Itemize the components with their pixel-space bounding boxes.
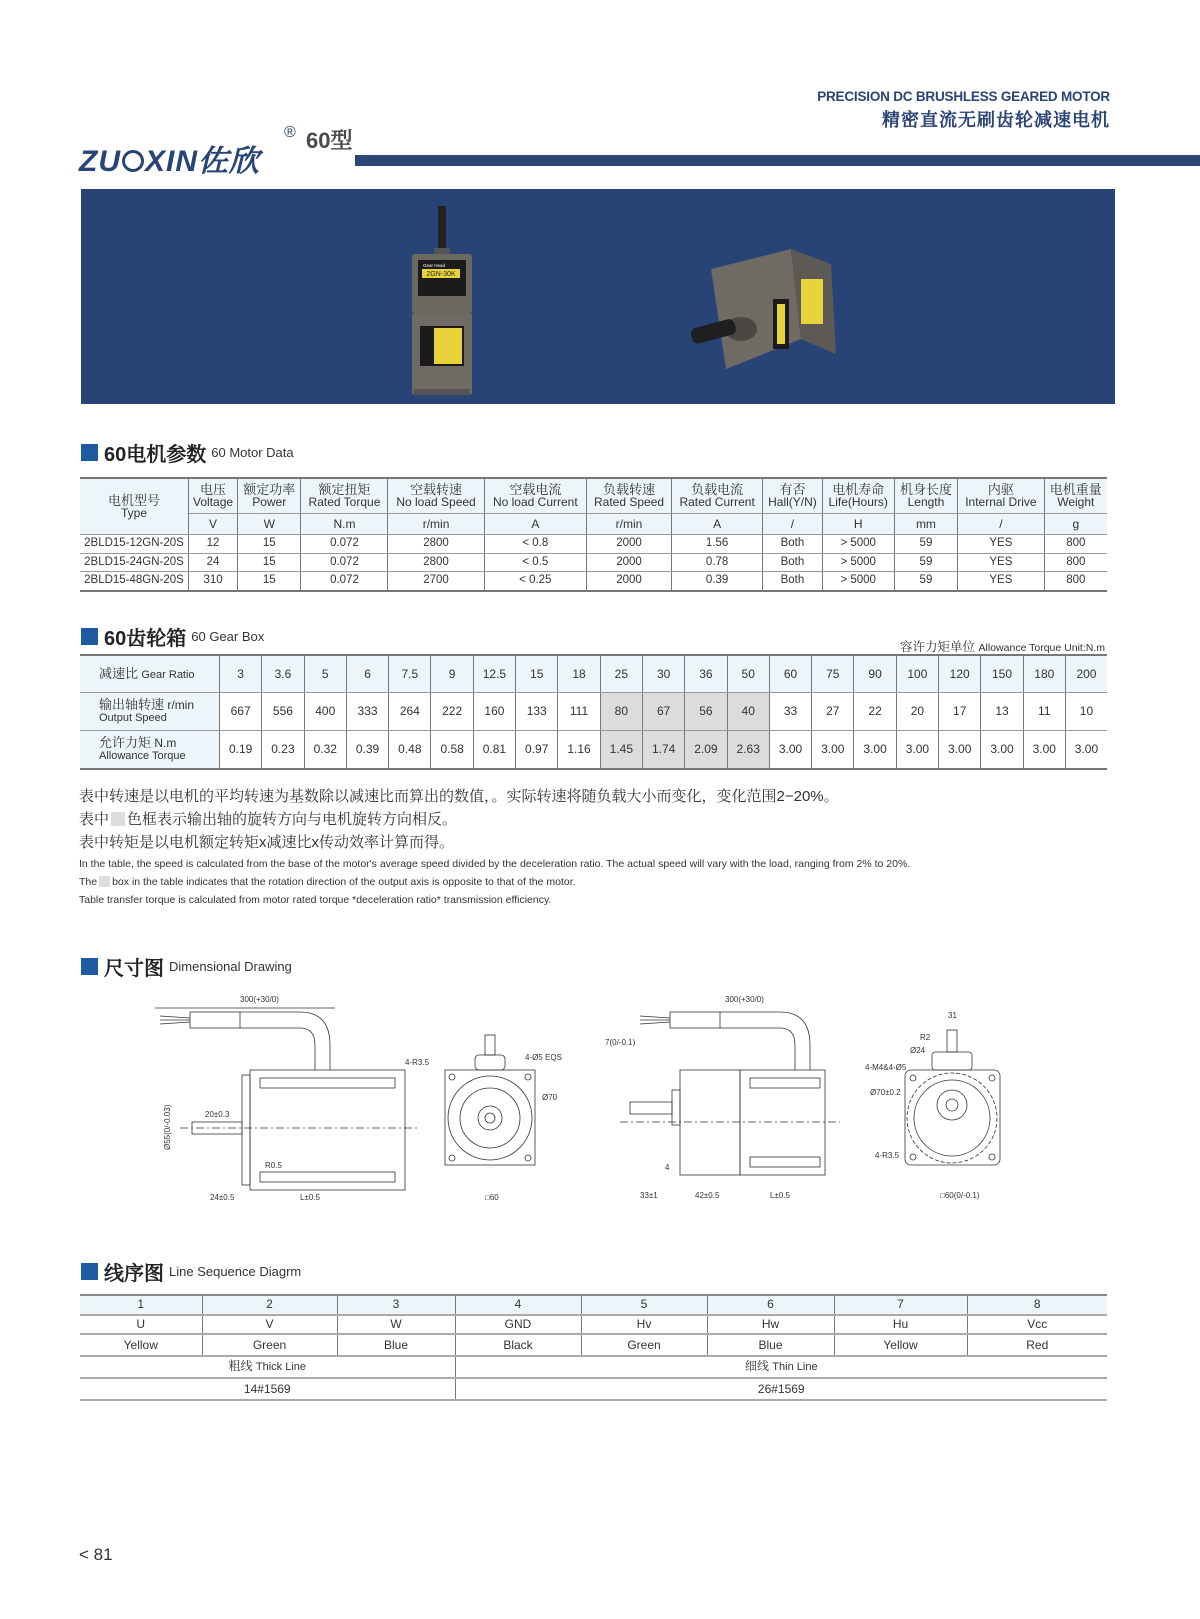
cell: < 0.5 [484,553,586,572]
svg-text:4-M4&4-Ø5: 4-M4&4-Ø5 [865,1063,907,1072]
header-cell: 机身长度 Length [894,478,957,514]
thick-line-label: 粗线 Thick Line [80,1356,455,1378]
unit-cell: r/min [388,514,484,535]
cell: YES [958,572,1045,591]
cell: 30 [642,655,684,693]
cell: 0.78 [671,553,762,572]
allowance-torque-row [80,731,1107,770]
cell: 264 [389,693,431,731]
section-marker-icon [81,958,98,975]
cell: 2BLD15-12GN-20S [80,535,189,554]
cell: 59 [894,572,957,591]
unit-cell: V [189,514,238,535]
unit-cell: A [484,514,586,535]
cell: 2700 [388,572,484,591]
cell: 800 [1044,553,1107,572]
cell: 0.19 [220,731,262,770]
section-heading-dimensional-drawing [81,952,292,981]
svg-text:24±0.5: 24±0.5 [210,1193,235,1202]
cell: 0.48 [389,731,431,770]
cell: 15 [238,553,301,572]
logo-text-left: ZU [79,145,121,178]
unit-cell: / [763,514,822,535]
cell: 67 [642,693,684,731]
cell: 310 [189,572,238,591]
svg-text:R0.5: R0.5 [265,1161,282,1170]
header-cell: 额定功率 Power [238,478,301,514]
shaded-box-icon [111,812,125,826]
cell: 3.6 [262,655,304,693]
header-cell: 电机寿命 Life(Hours) [822,478,894,514]
header-cell: 空载转速 No load Speed [388,478,484,514]
cell: 2 [202,1295,337,1315]
section-heading-gear-box [81,622,264,651]
cell: 59 [894,535,957,554]
header-cell: 电机重量 Weight [1044,478,1107,514]
svg-text:33±1: 33±1 [640,1191,658,1200]
motor-data-table [80,477,1107,592]
cell: 56 [685,693,727,731]
cell: 120 [939,655,981,693]
cell: < 0.25 [484,572,586,591]
cell: 800 [1044,572,1107,591]
logo-text-right: XIN佐欣 [145,145,261,178]
section-marker-icon [81,1263,98,1280]
note-cn-2: 表中 色框表示输出轴的旋转方向与电机旋转方向相反。 [79,811,458,828]
line-sequence-table [80,1294,1107,1401]
header-cell: 额定扭矩 Rated Torque [301,478,388,514]
cell: 556 [262,693,304,731]
cell: 800 [1044,535,1107,554]
product-banner [81,189,1115,404]
cell: 12 [189,535,238,554]
cell: 0.81 [473,731,515,770]
header-cell: 内驱 Internal Drive [958,478,1045,514]
thick-line-spec: 14#1569 [80,1378,455,1400]
cell: 2800 [388,553,484,572]
section-heading-motor-data [81,438,294,467]
cell: 150 [981,655,1023,693]
section-heading-line-sequence [81,1257,301,1286]
cell: 0.072 [301,535,388,554]
output-speed-row [80,693,1107,731]
cell: 1.16 [558,731,600,770]
svg-text:Ø24: Ø24 [910,1046,926,1055]
cell: 2.63 [727,731,769,770]
cell: 33 [769,693,811,731]
svg-text:7(0/-0.1): 7(0/-0.1) [605,1038,636,1047]
heading-cn: 60电机参数 [104,444,207,466]
cell: 36 [685,655,727,693]
unit-cell: r/min [587,514,672,535]
side-view-geared-motor [605,995,840,1200]
cell: 3.00 [1065,731,1107,770]
thin-line-spec: 26#1569 [455,1378,1107,1400]
svg-text:300(+30/0): 300(+30/0) [240,995,279,1004]
header-divider-bar [355,155,1200,166]
shaded-box-icon [99,876,110,887]
cell: YES [958,553,1045,572]
cell: U [80,1315,202,1335]
cell: 75 [812,655,854,693]
cell: 2.09 [685,731,727,770]
cell: 4 [455,1295,581,1315]
gear-box-table [80,654,1107,770]
cell: 2BLD15-24GN-20S [80,553,189,572]
signal-row [80,1315,1107,1335]
note-en-2: The box in the table indicates that the rotation direction of the output axis is opposite to that of the motor. [79,876,576,888]
cell: 111 [558,693,600,731]
cell: 25 [600,655,642,693]
svg-text:20±0.3: 20±0.3 [205,1110,230,1119]
cell: 27 [812,693,854,731]
cell: 15 [238,572,301,591]
table-row [80,553,1107,572]
svg-text:L±0.5: L±0.5 [770,1191,790,1200]
cell: 1.45 [600,731,642,770]
cell: 24 [189,553,238,572]
cell: Both [763,553,822,572]
cell: 20 [896,693,938,731]
heading-cn: 60齿轮箱 [104,628,187,650]
svg-text:Ø70: Ø70 [542,1093,558,1102]
svg-text:42±0.5: 42±0.5 [695,1191,720,1200]
dimensional-drawing [150,990,1110,1205]
cell: YES [958,535,1045,554]
cell: 15 [516,655,558,693]
cell: 7 [834,1295,967,1315]
model-label: 60型 [306,128,353,153]
note-cn-3: 表中转矩是以电机额定转矩x减速比x传动效率计算而得。 [79,834,455,851]
cell: > 5000 [822,572,894,591]
cell: 11 [1023,693,1065,731]
cell: 0.97 [516,731,558,770]
front-view-geared-motor [865,1011,1000,1200]
svg-text:R2: R2 [920,1033,931,1042]
unit-cell: / [958,514,1045,535]
svg-text:2GN-30K: 2GN-30K [426,271,456,278]
cell: V [202,1315,337,1335]
page-number: < 81 [79,1545,113,1564]
front-view-motor [405,1035,562,1202]
cell: 1.56 [671,535,762,554]
cell: 0.072 [301,572,388,591]
svg-text:4-R3.5: 4-R3.5 [875,1151,900,1160]
registered-mark: ® [284,124,296,141]
motor-angled-image [671,244,871,384]
cell: 667 [220,693,262,731]
color-row [80,1334,1107,1356]
section-marker-icon [81,444,98,461]
cell: 333 [346,693,388,731]
cell: > 5000 [822,553,894,572]
cell: 60 [769,655,811,693]
cell: 2800 [388,535,484,554]
header-title-en: PRECISION DC BRUSHLESS GEARED MOTOR [817,89,1110,104]
svg-text:4-Ø5 EQS: 4-Ø5 EQS [525,1053,562,1062]
brand-logo [79,136,260,180]
cell: 22 [854,693,896,731]
svg-text:Ø55(0/-0.03): Ø55(0/-0.03) [163,1104,172,1150]
cell: 3.00 [1023,731,1065,770]
svg-text:Ø70±0.2: Ø70±0.2 [870,1088,901,1097]
cell: 15 [238,535,301,554]
unit-cell: W [238,514,301,535]
heading-en: 60 Gear Box [191,629,265,644]
cell: 40 [727,693,769,731]
unit-cell: A [671,514,762,535]
table-header-row [80,478,1107,514]
svg-text:4-R3.5: 4-R3.5 [405,1058,430,1067]
cell: 90 [854,655,896,693]
heading-en: Line Sequence Diagrm [169,1264,302,1279]
cell: 50 [727,655,769,693]
heading-en: 60 Motor Data [211,445,294,460]
cell: 2BLD15-48GN-20S [80,572,189,591]
row-label: 允许力矩 N.m Allowance Torque [80,731,220,770]
header-cell: 电压 Voltage [189,478,238,514]
unit-cell: mm [894,514,957,535]
svg-text:31: 31 [948,1011,957,1020]
cell: 8 [967,1295,1107,1315]
cell: 2000 [587,553,672,572]
cell: 6 [346,655,388,693]
cell: 3.00 [896,731,938,770]
unit-cell: H [822,514,894,535]
table-row [80,572,1107,591]
wire-spec-row [80,1378,1107,1400]
cell: 200 [1065,655,1107,693]
cell: GND [455,1315,581,1335]
cell: Hu [834,1315,967,1335]
cell: 6 [707,1295,834,1315]
cell: 0.23 [262,731,304,770]
cell: < 0.8 [484,535,586,554]
cell: 3.00 [812,731,854,770]
row-label: 输出轴转速 r/min Output Speed [80,693,220,731]
row-label: 减速比 Gear Ratio [80,655,220,693]
cell: W [337,1315,455,1335]
svg-text:□60: □60 [485,1193,499,1202]
section-marker-icon [81,628,98,645]
heading-cn: 线序图 [104,1263,164,1285]
cell: 2000 [587,535,672,554]
logo-circle-icon [122,150,144,172]
cell: 18 [558,655,600,693]
pin-row [80,1295,1107,1315]
cell: Green [581,1334,707,1356]
cell: Yellow [834,1334,967,1356]
cell: 3.00 [769,731,811,770]
unit-cell: N.m [301,514,388,535]
cell: 0.58 [431,731,473,770]
cell: 3.00 [939,731,981,770]
header-cell: 有否 Hall(Y/N) [763,478,822,514]
header-title-cn: 精密直流无刷齿轮减速电机 [882,110,1110,130]
cell: 1.74 [642,731,684,770]
cell: 10 [1065,693,1107,731]
table-row [80,535,1107,554]
cell: Green [202,1334,337,1356]
cell: 12.5 [473,655,515,693]
note-cn-1: 表中转速是以电机的平均转速为基数除以减速比而算出的数值，。实际转速将随负载大小而变化，变化范围2−20%。 [79,788,839,805]
motor-vertical-image [394,206,494,396]
cell: Black [455,1334,581,1356]
cell: 222 [431,693,473,731]
cell: 0.39 [671,572,762,591]
cell: Vcc [967,1315,1107,1335]
svg-text:□60(0/-0.1): □60(0/-0.1) [940,1191,980,1200]
cell: Both [763,535,822,554]
cell: Both [763,572,822,591]
cell: 59 [894,553,957,572]
wire-type-row [80,1356,1107,1378]
cell: 80 [600,693,642,731]
cell: 0.39 [346,731,388,770]
allowance-torque-unit-note: 容许力矩单位 Allowance Torque Unit:N.m [900,640,1105,654]
cell: > 5000 [822,535,894,554]
cell: 180 [1023,655,1065,693]
svg-text:Gear Head: Gear Head [423,263,446,268]
cell: Blue [337,1334,455,1356]
cell: 400 [304,693,346,731]
cell: 7.5 [389,655,431,693]
note-en-1: In the table, the speed is calculated from the base of the motor's average speed divided by the deceleration ratio. The actual speed will vary with the load, ranging from 2% to 20%. [79,858,911,870]
cell: 160 [473,693,515,731]
cell: 13 [981,693,1023,731]
cell: Blue [707,1334,834,1356]
cell: 3 [337,1295,455,1315]
heading-en: Dimensional Drawing [169,959,292,974]
unit-cell: g [1044,514,1107,535]
header-cell: 负载转速 Rated Speed [587,478,672,514]
heading-cn: 尺寸图 [104,958,164,980]
cell: 17 [939,693,981,731]
cell: 0.32 [304,731,346,770]
note-en-3: Table transfer torque is calculated from motor rated torque *deceleration ratio* transmission efficiency. [79,894,552,906]
svg-text:300(+30/0): 300(+30/0) [725,995,764,1004]
cell: 3.00 [854,731,896,770]
cell: Hv [581,1315,707,1335]
cell: 1 [80,1295,202,1315]
svg-text:L±0.5: L±0.5 [300,1193,320,1202]
cell: Hw [707,1315,834,1335]
cell: 9 [431,655,473,693]
cell: 0.072 [301,553,388,572]
cell: 100 [896,655,938,693]
svg-text:4: 4 [665,1163,670,1172]
thin-line-label: 细线 Thin Line [455,1356,1107,1378]
gear-ratio-row [80,655,1107,693]
side-view-motor [155,995,420,1202]
cell: 2000 [587,572,672,591]
cell: 3.00 [981,731,1023,770]
header-cell: 负载电流 Rated Current [671,478,762,514]
cell: 133 [516,693,558,731]
cell: Red [967,1334,1107,1356]
cell: 3 [220,655,262,693]
cell: 5 [304,655,346,693]
cell: Yellow [80,1334,202,1356]
header-cell: 电机型号 Type [80,478,189,535]
table-units-row [80,514,1107,535]
header-cell: 空载电流 No load Current [484,478,586,514]
cell: 5 [581,1295,707,1315]
